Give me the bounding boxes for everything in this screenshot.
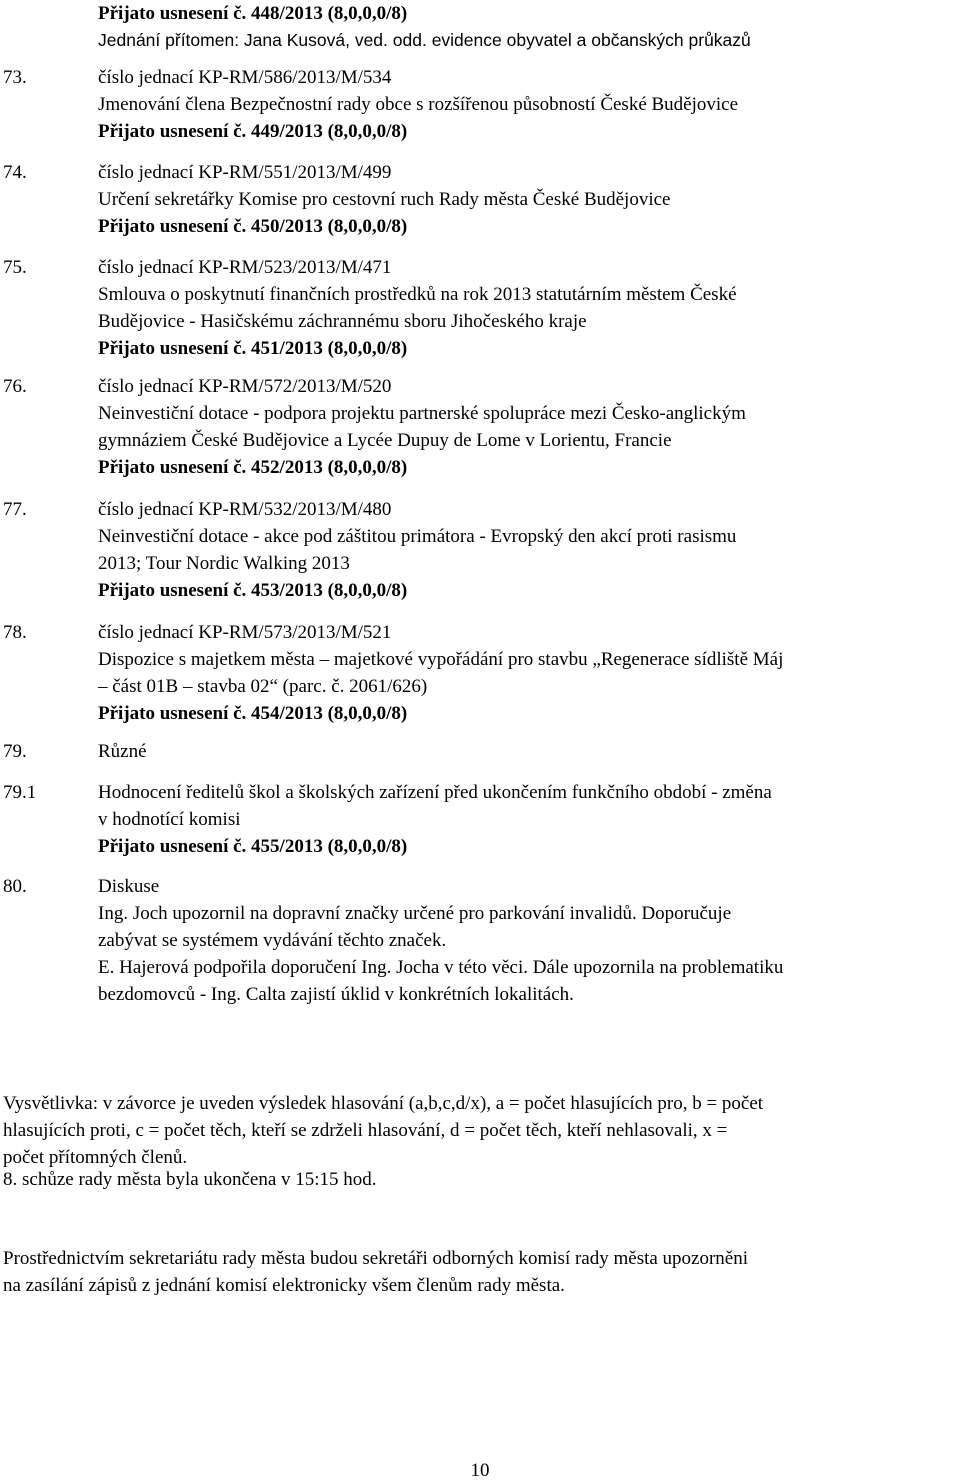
top-block [0, 0, 950, 54]
resolution-448: Přijato usnesení č. 448/2013 (8,0,0,0/8) [98, 3, 408, 24]
item-title-line: Neinvestiční dotace - podpora projektu partnerské spolupráce mezi Česko-anglickým [98, 403, 746, 424]
agenda-item-80 [0, 873, 950, 1008]
item-title-line: Hodnocení ředitelů škol a školských zařízení před ukončením funkčního období - změna [98, 782, 772, 803]
item-number: 80. [3, 876, 27, 897]
item-title-line: Jmenování člena Bezpečnostní rady obce s rozšířenou působností České Budějovice [98, 94, 739, 115]
legend-line: hlasujících proti, c = počet těch, kteří se zdrželi hlasování, d = počet těch, kteří nehlasovali, x = [3, 1120, 728, 1141]
agenda-item-75 [0, 254, 950, 362]
discussion-line: E. Hajerová podpořila doporučení Ing. Jocha v této věci. Dále upozornila na problematiku [98, 957, 784, 978]
item-ref: číslo jednací KP-RM/573/2013/M/521 [98, 622, 392, 643]
item-number: 73. [3, 67, 27, 88]
agenda-item-74 [0, 159, 950, 240]
item-ref: číslo jednací KP-RM/586/2013/M/534 [98, 67, 392, 88]
item-resolution: Přijato usnesení č. 452/2013 (8,0,0,0/8) [98, 457, 408, 478]
item-number: 79. [3, 741, 27, 762]
item-title-line: – část 01B – stavba 02“ (parc. č. 2061/626) [98, 676, 428, 697]
agenda-item-79 [0, 738, 950, 765]
item-ref: číslo jednací KP-RM/532/2013/M/480 [98, 499, 392, 520]
item-ref: číslo jednací KP-RM/551/2013/M/499 [98, 162, 392, 183]
item-title-line: Dispozice s majetkem města – majetkové vypořádání pro stavbu „Regenerace sídliště Máj [98, 649, 784, 670]
item-number: 78. [3, 622, 27, 643]
legend-line: počet přítomných členů. [3, 1147, 188, 1168]
item-resolution: Přijato usnesení č. 454/2013 (8,0,0,0/8) [98, 703, 408, 724]
item-number: 74. [3, 162, 27, 183]
item-title-line: gymnáziem České Budějovice a Lycée Dupuy de Lome v Lorientu, Francie [98, 430, 672, 451]
discussion-line: zabývat se systémem vydávání těchto značek. [98, 930, 447, 951]
discussion-line: bezdomovců - Ing. Calta zajistí úklid v konkrétních lokalitách. [98, 984, 574, 1005]
item-title-line: Určení sekretářky Komise pro cestovní ruch Rady města České Budějovice [98, 189, 671, 210]
item-number: 77. [3, 499, 27, 520]
item-title-line: Neinvestiční dotace - akce pod záštitou primátora - Evropský den akcí proti rasismu [98, 526, 737, 547]
agenda-item-79-1 [0, 779, 950, 860]
agenda-item-73 [0, 64, 950, 145]
notice-line: Prostřednictvím sekretariátu rady města budou sekretáři odborných komisí rady města upozorněni [3, 1248, 749, 1269]
attendee-note: Jednání přítomen: Jana Kusová, ved. odd. evidence obyvatel a občanských průkazů [98, 30, 751, 50]
notice-line: na zasílání zápisů z jednání komisí elektronicky všem členům rady města. [3, 1275, 565, 1296]
item-number: 75. [3, 257, 27, 278]
item-number: 76. [3, 376, 27, 397]
item-title-line: 2013; Tour Nordic Walking 2013 [98, 553, 350, 574]
discussion-line: Ing. Joch upozornil na dopravní značky určené pro parkování invalidů. Doporučuje [98, 903, 732, 924]
item-ref: číslo jednací KP-RM/572/2013/M/520 [98, 376, 392, 397]
item-title-line: Různé [98, 741, 147, 762]
closing-line: 8. schůze rady města byla ukončena v 15:15 hod. [3, 1169, 377, 1190]
agenda-item-76 [0, 373, 950, 481]
item-resolution: Přijato usnesení č. 450/2013 (8,0,0,0/8) [98, 216, 408, 237]
item-title-line: Budějovice - Hasičskému záchrannému sboru Jihočeského kraje [98, 311, 587, 332]
agenda-item-78 [0, 619, 950, 727]
item-number: 79.1 [3, 782, 37, 803]
item-resolution: Přijato usnesení č. 451/2013 (8,0,0,0/8) [98, 338, 408, 359]
voting-legend [3, 1090, 958, 1171]
item-resolution: Přijato usnesení č. 453/2013 (8,0,0,0/8) [98, 580, 408, 601]
item-title-line: v hodnotící komisi [98, 809, 241, 830]
legend-line: Vysvětlivka: v závorce je uveden výsledek hlasování (a,b,c,d/x), a = počet hlasujících pro, b = počet [3, 1093, 764, 1114]
agenda-item-77 [0, 496, 950, 604]
item-resolution: Přijato usnesení č. 455/2013 (8,0,0,0/8) [98, 836, 408, 857]
item-title-line: Smlouva o poskytnutí finančních prostředků na rok 2013 statutárním městem České [98, 284, 737, 305]
item-ref: číslo jednací KP-RM/523/2013/M/471 [98, 257, 392, 278]
item-title-line: Diskuse [98, 876, 160, 897]
item-resolution: Přijato usnesení č. 449/2013 (8,0,0,0/8) [98, 121, 408, 142]
secretariat-notice [3, 1245, 958, 1299]
meeting-closing [3, 1166, 958, 1193]
page-number: 10 [470, 1460, 490, 1481]
